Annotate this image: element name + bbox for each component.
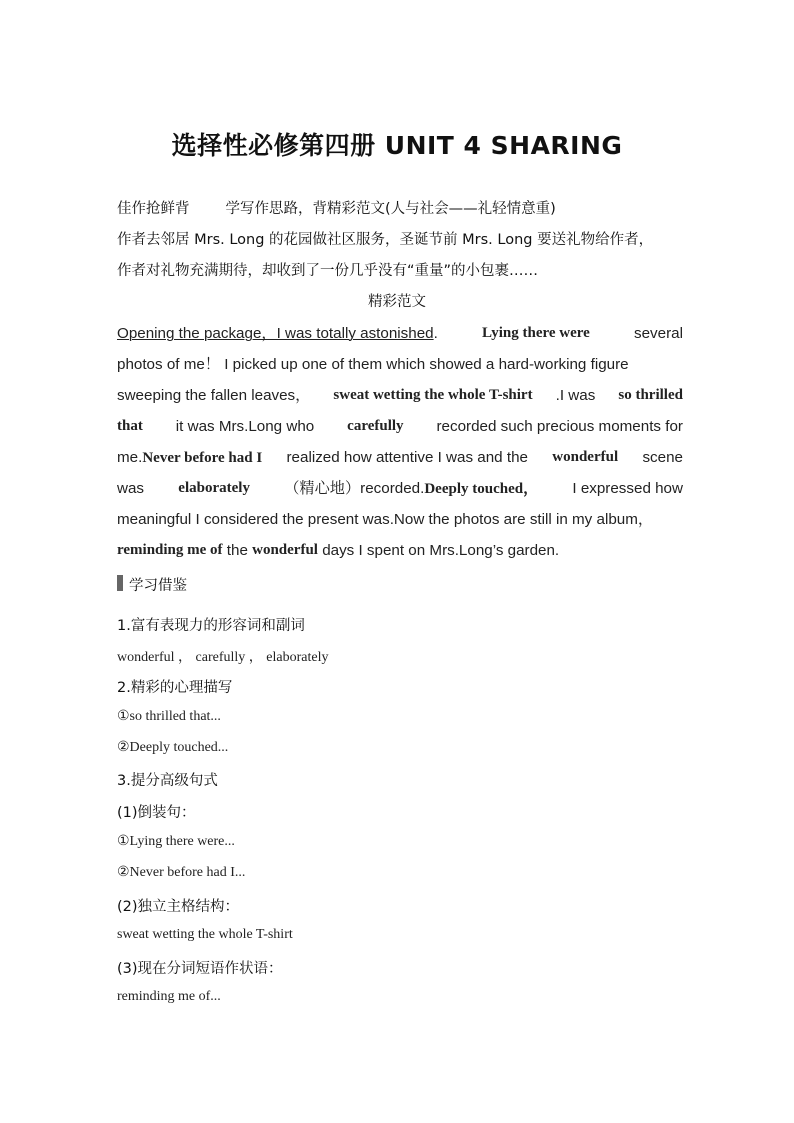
page-title: 选择性必修第四册 UNIT 4 SHARING [171,131,623,160]
essay-text: . [433,325,438,342]
essay-text: several [634,325,683,342]
essay-text: （精心地）recorded. [284,480,425,497]
essay-text: days I spent on Mrs.Long’s garden. [317,542,560,559]
essay-text: I expressed how [572,480,683,497]
essay-line [117,473,683,504]
essay-highlight: wonderful [552,449,619,465]
section-marker-icon [117,575,123,591]
essay-text: the [222,542,253,559]
essay-line [117,535,683,566]
intro-line-2: 作者对礼物充满期待，却收到了一份几乎没有“重量”的小包裹…… [117,263,539,279]
study-subsection-title: (3)现在分词短语作状语： [117,961,283,977]
study-item: ②Deeply touched... [117,740,229,755]
essay-text: realized how attentive I was and the [286,449,528,466]
essay-line [117,349,683,380]
study-section-title: 1.富有表现力的形容词和副词 [117,618,305,634]
essay-text: photos of me！ I picked up one of them which showed a hard-working figure [117,356,629,373]
essay-text: was [117,480,145,497]
essay-line [117,411,683,442]
essay-highlight: that [117,418,143,434]
intro-label: 佳作抢鲜背 [117,201,190,217]
essay-highlight: carefully [347,418,404,434]
essay-highlight: reminding me of [117,542,223,558]
essay-highlight: wonderful [252,542,318,558]
essay-text: me. [117,449,143,466]
study-heading [117,574,187,595]
study-item: ①Lying there were... [117,834,235,849]
essay-text: sweeping the fallen leaves， [117,387,311,404]
essay-highlight: so thrilled [618,387,683,403]
essay-text: it was Mrs.Long who [175,418,315,435]
essay-title: 精彩范文 [368,294,426,310]
study-section-title: 2.精彩的心理描写 [117,680,233,696]
essay-highlight: Never before had I [142,450,263,466]
intro-header [117,197,556,218]
study-item: ②Never before had I... [117,865,246,880]
study-item: sweat wetting the whole T-shirt [117,927,293,942]
study-item: reminding me of... [117,989,221,1004]
essay-line [117,380,683,411]
essay-line [117,442,683,473]
study-item: ①so thrilled that... [117,709,221,724]
study-subsection-title: (1)倒装句： [117,805,196,821]
essay-highlight: Deeply touched， [424,481,539,497]
essay-line [117,318,683,349]
intro-description: 学写作思路，背精彩范文(人与社会——礼轻情意重) [225,201,556,217]
study-section-title: 3.提分高级句式 [117,773,218,789]
essay-highlight: elaborately [178,480,250,496]
essay-text: recorded such precious moments for [436,418,683,435]
study-item: wonderful ， carefully ， elaborately [117,650,329,665]
essay-line [117,504,683,535]
essay-highlight: Lying there were [482,325,590,341]
essay-underlined-phrase: Opening the package，I was totally astonished [117,325,434,342]
essay-text: scene [642,449,683,466]
essay-highlight: sweat wetting the whole T-shirt [333,387,533,403]
study-heading-text: 学习借鉴 [129,578,187,594]
essay-text: .I was [555,387,596,404]
essay-text: meaningful I considered the present was.Now the photos are still in my album， [117,511,654,528]
intro-line-1: 作者去邻居 Mrs. Long 的花园做社区服务，圣诞节前 Mrs. Long 要送礼物给作者， [117,232,654,248]
study-subsection-title: (2)独立主格结构： [117,899,240,915]
essay-body [117,318,683,566]
